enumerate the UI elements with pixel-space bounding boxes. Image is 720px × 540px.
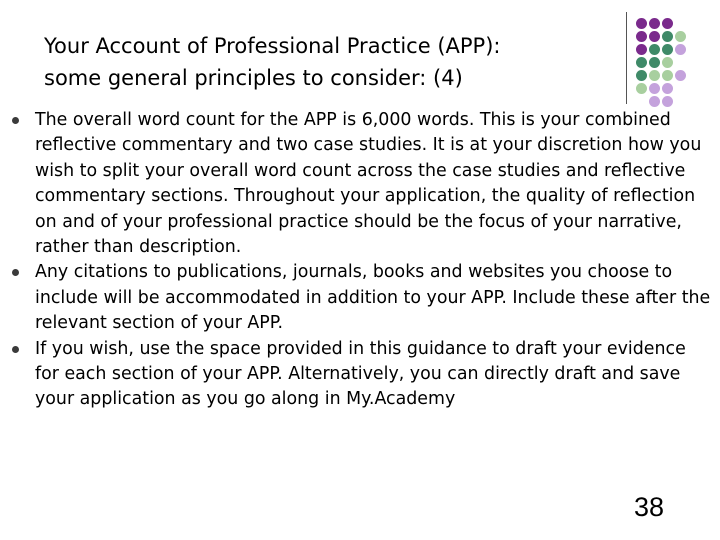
slide-title-line-2: some general principles to consider: (4) [44, 66, 463, 90]
bullet-item: Any citations to publications, journals, books and websites you choose to include will be accommodated in addition to your APP. Include these after the relevant section of your APP. [12, 260, 712, 336]
decorative-dot [649, 83, 660, 94]
decorative-dot [636, 83, 647, 94]
page-number: 38 [634, 492, 665, 522]
decorative-dot [675, 31, 686, 42]
decorative-dot [662, 96, 673, 107]
decorative-dot [649, 18, 660, 29]
slide-title-line-1: Your Account of Professional Practice (APP): [44, 34, 501, 58]
decorative-dot [662, 44, 673, 55]
decorative-dot [636, 57, 647, 68]
bullet-item: The overall word count for the APP is 6,000 words. This is your combined reflective commentary and two case studies. It is at your discretion how you wish to split your overall word count across the case studies and reflective commentary sections. Throughout your application, the quality of reflection on and of your professional practice should be the focus of your narrative, rather than description. [12, 108, 712, 260]
decorative-dot [636, 70, 647, 81]
decorative-dot [662, 83, 673, 94]
decorative-dot [649, 70, 660, 81]
decorative-dot [649, 96, 660, 107]
decorative-dot [636, 18, 647, 29]
decorative-dot [636, 31, 647, 42]
decorative-dot [662, 18, 673, 29]
decorative-dot [662, 70, 673, 81]
decorative-dot [675, 70, 686, 81]
bullet-item: If you wish, use the space provided in this guidance to draft your evidence for each section of your APP. Alternatively, you can directly draft and save your application as you go along in My.Academy [12, 337, 712, 413]
decorative-dot [675, 44, 686, 55]
decorative-dot [649, 57, 660, 68]
decorative-dot [662, 57, 673, 68]
decorative-dot [649, 44, 660, 55]
decorative-dot [662, 31, 673, 42]
decorative-dot [649, 31, 660, 42]
decorative-dot [636, 44, 647, 55]
decorative-dot-grid [0, 0, 720, 120]
bullet-list [12, 108, 712, 413]
